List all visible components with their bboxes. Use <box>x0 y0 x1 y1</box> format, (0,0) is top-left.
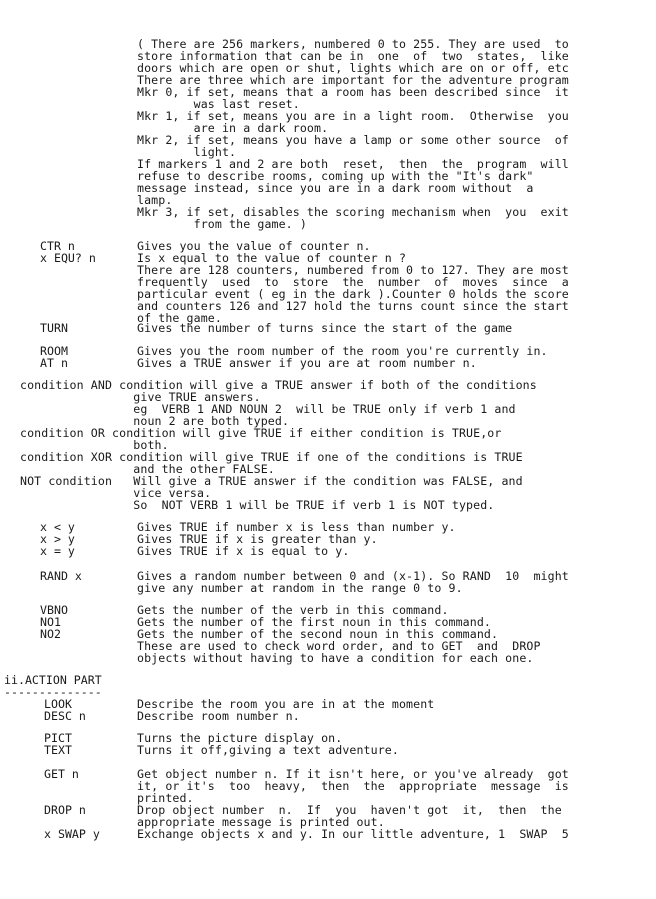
text-line: store information that can be in one of two states, like <box>137 49 569 63</box>
entry-term: x SWAP y <box>44 827 100 841</box>
text-line: vice versa. <box>20 486 212 500</box>
text-line: condition OR condition will give TRUE if either condition is TRUE,or <box>20 426 502 440</box>
entry-desc: Gives the number of turns since the start of the game <box>137 321 513 335</box>
text-line: Mkr 1, if set, means you are in a light room. Otherwise you <box>137 109 569 123</box>
entry-desc: and counters 126 and 127 hold the turns count since the start <box>137 299 569 313</box>
entry-desc: Describe room number n. <box>137 709 300 723</box>
entry-term: TURN <box>40 321 68 335</box>
entry-term: DESC n <box>44 709 86 723</box>
entry-desc: Drop object number n. If you haven't got it, then the <box>137 803 562 817</box>
text-line: light. <box>137 145 237 159</box>
text-line: Mkr 0, if set, means that a room has been described since it <box>137 85 569 99</box>
entry-term: NO1 <box>40 615 61 629</box>
entry-desc: give any number at random in the range 0 to 9. <box>137 581 463 595</box>
text-line: There are three which are important for the adventure program <box>137 73 569 87</box>
entry-desc: Turns it off,giving a text adventure. <box>137 743 399 757</box>
entry-term: RAND x <box>40 569 82 583</box>
entry-desc: it, or it's too heavy, then the appropriate message is <box>137 779 569 793</box>
entry-desc: of the game. <box>137 311 222 325</box>
text-line: doors which are open or shut, lights which are on or off, etc <box>137 61 569 75</box>
text-line: Mkr 3, if set, disables the scoring mechanism when you exit <box>137 205 569 219</box>
text-line: noun 2 are both typed. <box>20 414 290 428</box>
entry-desc: Is x equal to the value of counter n ? <box>137 251 407 265</box>
entry-term: x < y <box>40 520 75 534</box>
text-line: Mkr 2, if set, means you have a lamp or some other source of <box>137 133 569 147</box>
entry-term: PICT <box>44 731 72 745</box>
entry-term: x > y <box>40 532 75 546</box>
text-line: was last reset. <box>137 97 300 111</box>
text-line: NOT condition Will give a TRUE answer if the condition was FALSE, and <box>20 474 523 488</box>
entry-desc: Gives TRUE if number x is less than number y. <box>137 520 456 534</box>
entry-term: CTR n <box>40 239 75 253</box>
entry-term: GET n <box>44 767 79 781</box>
entry-term: DROP n <box>44 803 86 817</box>
entry-desc: These are used to check word order, and to GET and DROP <box>137 639 541 653</box>
section-heading: ii.ACTION PART <box>4 673 102 687</box>
entry-term: x EQU? n <box>40 251 96 265</box>
entry-desc: Exchange objects x and y. In our little adventure, 1 SWAP 5 <box>137 827 569 841</box>
text-line: are in a dark room. <box>137 121 329 135</box>
entry-desc: Get object number n. If it isn't here, or you've already got <box>137 767 569 781</box>
entry-desc: Gets the number of the verb in this command. <box>137 603 449 617</box>
entry-desc: Gives TRUE if x is equal to y. <box>137 544 350 558</box>
entry-desc: objects without having to have a condition for each one. <box>137 651 534 665</box>
entry-desc: printed. <box>137 791 194 805</box>
text-line: condition AND condition will give a TRUE answer if both of the conditions <box>20 378 537 392</box>
entry-term: x = y <box>40 544 75 558</box>
entry-desc: Turns the picture display on. <box>137 731 343 745</box>
entry-desc: frequently used to store the number of moves since a <box>137 275 569 289</box>
text-line: and the other FALSE. <box>20 462 275 476</box>
entry-term: TEXT <box>44 743 72 757</box>
entry-term: VBNO <box>40 603 68 617</box>
text-line: give TRUE answers. <box>20 390 261 404</box>
entry-desc: Gives you the value of counter n. <box>137 239 371 253</box>
entry-desc: particular event ( eg in the dark ).Counter 0 holds the score <box>137 287 569 301</box>
text-line: ( There are 256 markers, numbered 0 to 255. They are used to <box>137 37 569 51</box>
text-line: from the game. ) <box>137 217 307 231</box>
text-line: both. <box>20 438 169 452</box>
text-line: lamp. <box>137 193 173 207</box>
text-line: eg VERB 1 AND NOUN 2 will be TRUE only if verb 1 and <box>20 402 516 416</box>
entry-desc: Gives a TRUE answer if you are at room number n. <box>137 356 477 370</box>
entry-term: LOOK <box>44 697 72 711</box>
text-line: condition XOR condition will give TRUE if one of the conditions is TRUE <box>20 450 523 464</box>
entry-desc: Gives a random number between 0 and (x-1). So RAND 10 might <box>137 569 569 583</box>
entry-desc: appropriate message is printed out. <box>137 815 385 829</box>
entry-term: AT n <box>40 356 68 370</box>
entry-term: ROOM <box>40 344 68 358</box>
entry-term: NO2 <box>40 627 61 641</box>
entry-desc: Gives you the room number of the room you're currently in. <box>137 344 548 358</box>
entry-desc: Gets the number of the first noun in this command. <box>137 615 492 629</box>
section-rule: -------------- <box>4 685 102 699</box>
text-line: So NOT VERB 1 will be TRUE if verb 1 is NOT typed. <box>20 498 495 512</box>
entry-desc: Gives TRUE if x is greater than y. <box>137 532 378 546</box>
entry-desc: There are 128 counters, numbered from 0 to 127. They are most <box>137 263 569 277</box>
entry-desc: Gets the number of the second noun in this command. <box>137 627 499 641</box>
text-line: refuse to describe rooms, coming up with the "It's dark" <box>137 169 534 183</box>
text-line: message instead, since you are in a dark room without a <box>137 181 534 195</box>
entry-desc: Describe the room you are in at the moment <box>137 697 435 711</box>
text-line: If markers 1 and 2 are both reset, then the program will <box>137 157 569 171</box>
